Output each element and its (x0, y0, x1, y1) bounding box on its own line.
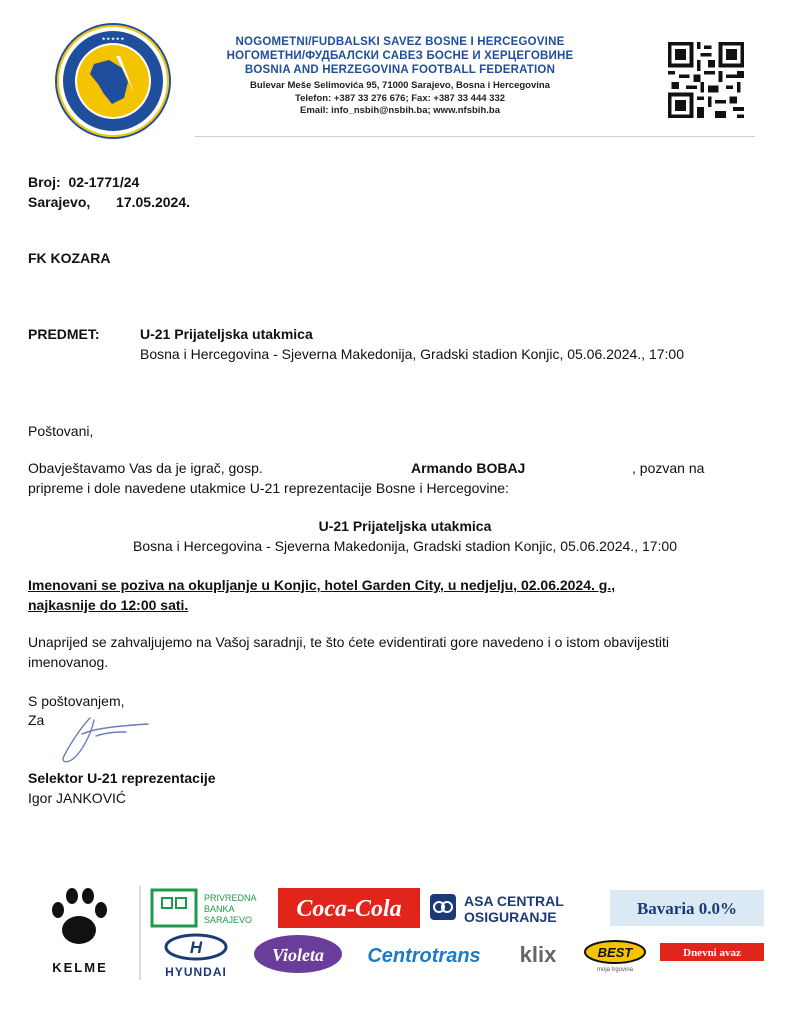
best-logo (585, 941, 645, 973)
hyundai-logo (165, 935, 227, 979)
letterhead (200, 36, 600, 118)
centrotrans-logo (367, 945, 480, 967)
letterhead-line-3: BOSNIA AND HERZEGOVINA FOOTBALL FEDERATION (244, 63, 556, 76)
pbs-line-1: PRIVREDNA (204, 893, 257, 903)
player-name: Armando BOBAJ (411, 460, 526, 476)
cocacola-logo (278, 888, 420, 928)
reference-number (28, 172, 139, 192)
svg-text:★ ★ ★ ★ ★: ★ ★ ★ ★ ★ (101, 36, 125, 41)
subject-detail: Bosna i Hercegovina - Sjeverna Makedonija, Gradski stadion Konjic, 05.06.2024., 17:00 (140, 346, 684, 362)
asa-line-2: OSIGURANJE (464, 909, 557, 925)
best-sub-label: moja trgovina (596, 967, 634, 973)
best-label: BEST (597, 945, 633, 960)
closing-za: Za (28, 712, 45, 728)
broj-value: 02-1771/24 (68, 174, 140, 190)
broj-label: Broj: (28, 174, 61, 190)
pbs-logo (152, 890, 257, 926)
place-date (28, 192, 190, 212)
asa-line-1: ASA CENTRAL (464, 893, 564, 909)
place: Sarajevo, (28, 194, 91, 210)
hyundai-label: HYUNDAI (165, 965, 227, 979)
signatory-name: Igor JANKOVIĆ (28, 790, 127, 806)
federation-logo (54, 22, 172, 140)
match-detail: Bosna i Hercegovina - Sjeverna Makedonija, Gradski stadion Konjic, 05.06.2024., 17:00 (133, 538, 677, 554)
bavaria-logo (610, 890, 764, 926)
greeting: Poštovani, (28, 423, 94, 439)
pbs-line-2: BANKA (204, 904, 235, 914)
paragraph-1-line-2: pripreme i dole navedene utakmice U-21 reprezentacije Bosne i Hercegovine: (28, 480, 509, 496)
kelme-logo (52, 888, 108, 975)
violeta-logo (254, 935, 342, 973)
subject-title: U-21 Prijateljska utakmica (140, 326, 313, 342)
notice-line-1: Imenovani se poziva na okupljanje u Konjic, hotel Garden City, u nedjelju, 02.06.2024. g., (28, 577, 616, 593)
letterhead-line-1: NOGOMETNI/FUDBALSKI SAVEZ BOSNE I HERCEGOVINE (235, 36, 565, 48)
letterhead-email: Email: info_nsbih@nsbih.ba; www.nfsbih.ba (300, 105, 500, 117)
signature (56, 710, 156, 768)
asa-logo (430, 893, 564, 925)
recipient: FK KOZARA (28, 250, 111, 266)
paragraph-1-start: Obavještavamo Vas da je igrač, gosp. (28, 460, 263, 476)
notice-line-2: najkasnije do 12:00 sati. (28, 597, 189, 613)
letterhead-address: Bulevar Meše Selimovića 95, 71000 Sarajevo, Bosna i Hercegovina (250, 80, 550, 92)
avaz-logo (660, 943, 764, 961)
cocacola-label: Coca-Cola (296, 896, 402, 922)
klix-logo (520, 942, 557, 967)
signatory-title: Selektor U-21 reprezentacije (28, 770, 216, 786)
pbs-line-3: SARAJEVO (204, 915, 253, 925)
thanks-line-1: Unaprijed se zahvaljujemo na Vašoj saradnji, te što ćete evidentirati gore navedeno i o istom obavijestiti (28, 634, 669, 650)
kelme-label: KELME (52, 960, 108, 975)
centrotrans-label: Centrotrans (367, 945, 481, 967)
subject-label: PREDMET: (28, 326, 100, 342)
svg-text:H: H (189, 938, 203, 957)
header-divider (195, 136, 755, 137)
qr-code (667, 42, 745, 118)
avaz-label: Dnevni avaz (683, 947, 741, 959)
letterhead-line-2: НОГОМЕТНИ/ФУДБАЛСКИ САВЕЗ БОСНЕ И ХЕРЦЕГОВИНЕ (226, 49, 574, 62)
bavaria-label: Bavaria 0.0% (636, 899, 738, 918)
paragraph-1-end: , pozvan na (632, 460, 705, 476)
klix-label: klix (519, 942, 557, 967)
violeta-label: Violeta (271, 945, 325, 965)
letterhead-phone: Telefon: +387 33 276 676; Fax: +387 33 444 332 (294, 92, 506, 104)
sponsor-logos (28, 880, 768, 985)
date: 17.05.2024. (116, 194, 191, 210)
match-title: U-21 Prijateljska utakmica (318, 518, 492, 534)
thanks-line-2: imenovanog. (28, 654, 109, 670)
closing-regards: S poštovanjem, (28, 693, 125, 709)
